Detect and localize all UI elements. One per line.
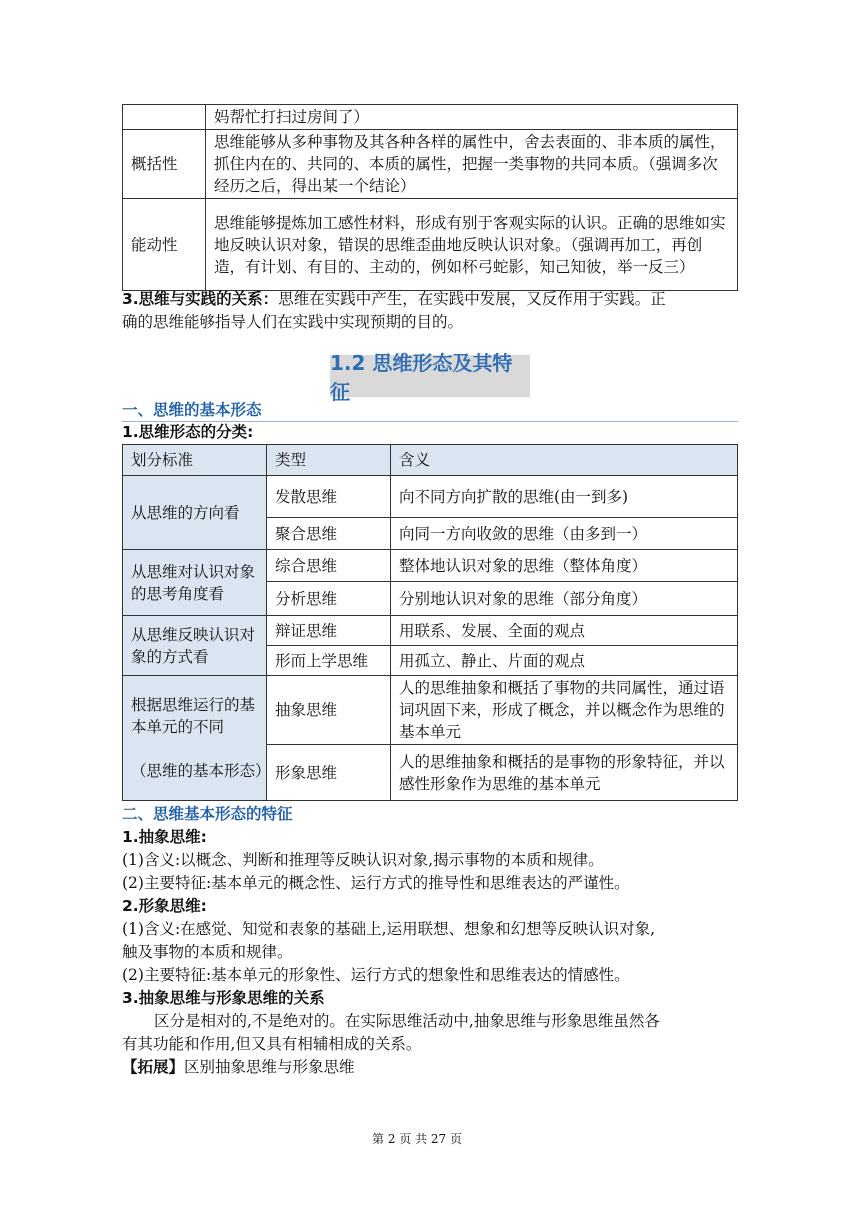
table-row [123, 676, 738, 745]
part2-heading: 二、思维基本形态的特征 [122, 805, 293, 823]
type-cell: 分析思维 [267, 582, 391, 616]
page-footer: 第 2 页 共 27 页 [372, 1132, 462, 1146]
abstract-meaning: (1)含义:以概念、判断和推理等反映认识对象,揭示事物的本质和规律。 [122, 851, 604, 869]
extend-line [122, 1056, 355, 1079]
extend-tag: 【拓展】 [122, 1058, 185, 1076]
trait-label-cell: 概括性 [123, 130, 206, 199]
table-header-row [123, 445, 738, 476]
relation2-text: 区分是相对的,不是绝对的。在实际思维活动中,抽象思维与形象思维虽然各 [154, 1012, 660, 1030]
type-cell: 辩证思维 [267, 616, 391, 646]
type-cell: 综合思维 [267, 550, 391, 582]
extend-text: 区别抽象思维与形象思维 [184, 1058, 355, 1076]
meaning-cell: 用孤立、静止、片面的观点 [391, 646, 738, 676]
image-meaning: (1)含义:在感觉、知觉和表象的基础上,运用联想、想象和幻想等反映认识对象, [122, 920, 656, 938]
meaning-cell: 整体地认识对象的思维（整体角度） [391, 550, 738, 582]
trait-text-cell: 妈帮忙打扫过房间了） [206, 105, 738, 130]
meaning-cell: 人的思维抽象和概括了事物的共同属性，通过语词巩固下来，形成了概念，并以概念作为思维的基本单元 [391, 676, 738, 745]
meaning-cell: 分别地认识对象的思维（部分角度） [391, 582, 738, 616]
standard-cell: 从思维对认识对象的思考角度看 [123, 550, 267, 616]
table-row [123, 476, 738, 518]
table-row [123, 105, 738, 130]
trait-text-cell: 思维能够提炼加工感性材料，形成有别于客观实际的认识。正确的思维如实地反映认识对象，错误的思维歪曲地反映认识对象。（强调再加工，再创造，有计划、有目的、主动的，例如杯弓蛇影，知己知彼，举一反三） [206, 199, 738, 291]
abstract-features: (2)主要特征:基本单元的概念性、运行方式的推导性和思维表达的严谨性。 [122, 874, 630, 892]
section-title: 1.2 思维形态及其特征 [330, 355, 530, 397]
standard-text: 根据思维运行的基本单元的不同 [131, 696, 256, 736]
part1-heading: 一、思维的基本形态 [122, 401, 262, 419]
standard-note: （思维的基本形态） [131, 762, 271, 780]
meaning-cell: 向不同方向扩散的思维(由一到多) [391, 476, 738, 518]
column-header: 含义 [391, 445, 738, 476]
relation-text: 思维在实践中产生，在实践中发展，又反作用于实践。正 [278, 290, 666, 308]
thinking-forms-table [122, 444, 738, 801]
meaning-cell: 人的思维抽象和概括的是事物的形象特征，并以感性形象作为思维的基本单元 [391, 745, 738, 801]
table-row [123, 616, 738, 646]
type-cell: 聚合思维 [267, 518, 391, 550]
trait-text-cell: 思维能够从多种事物及其各种各样的属性中，舍去表面的、非本质的属性，抓住内在的、共同的、本质的属性，把握一类事物的共同本质。（强调多次经历之后，得出某一个结论） [206, 130, 738, 199]
table-row [123, 130, 738, 199]
trait-label-cell [123, 105, 206, 130]
standard-cell: 从思维的方向看 [123, 476, 267, 550]
relation-title: 3.思维与实践的关系： [122, 290, 279, 308]
relation2-title: 3.抽象思维与形象思维的关系 [122, 989, 325, 1007]
type-cell: 形而上学思维 [267, 646, 391, 676]
type-cell: 形象思维 [267, 745, 391, 801]
type-cell: 抽象思维 [267, 676, 391, 745]
relation-paragraph [122, 288, 666, 311]
column-header: 类型 [267, 445, 391, 476]
image-features: (2)主要特征:基本单元的形象性、运行方式的想象性和思维表达的情感性。 [122, 966, 630, 984]
type-cell: 发散思维 [267, 476, 391, 518]
part1-subheading: 1.思维形态的分类: [122, 423, 254, 441]
thinking-traits-table [122, 104, 738, 291]
column-header: 划分标准 [123, 445, 267, 476]
abstract-title: 1.抽象思维: [122, 828, 207, 846]
table-row [123, 199, 738, 291]
meaning-cell: 向同一方向收敛的思维（由多到一） [391, 518, 738, 550]
relation-text-cont: 确的思维能够指导人们在实践中实现预期的目的。 [122, 313, 464, 331]
image-title: 2.形象思维: [122, 897, 207, 915]
meaning-cell: 用联系、发展、全面的观点 [391, 616, 738, 646]
standard-cell: 从思维反映认识对象的方式看 [123, 616, 267, 676]
table-row [123, 550, 738, 582]
standard-cell [123, 676, 271, 801]
relation2-text-cont: 有其功能和作用,但又具有相辅相成的关系。 [122, 1035, 422, 1053]
image-meaning-cont: 触及事物的本质和规律。 [122, 943, 293, 961]
trait-label-cell: 能动性 [123, 199, 206, 291]
